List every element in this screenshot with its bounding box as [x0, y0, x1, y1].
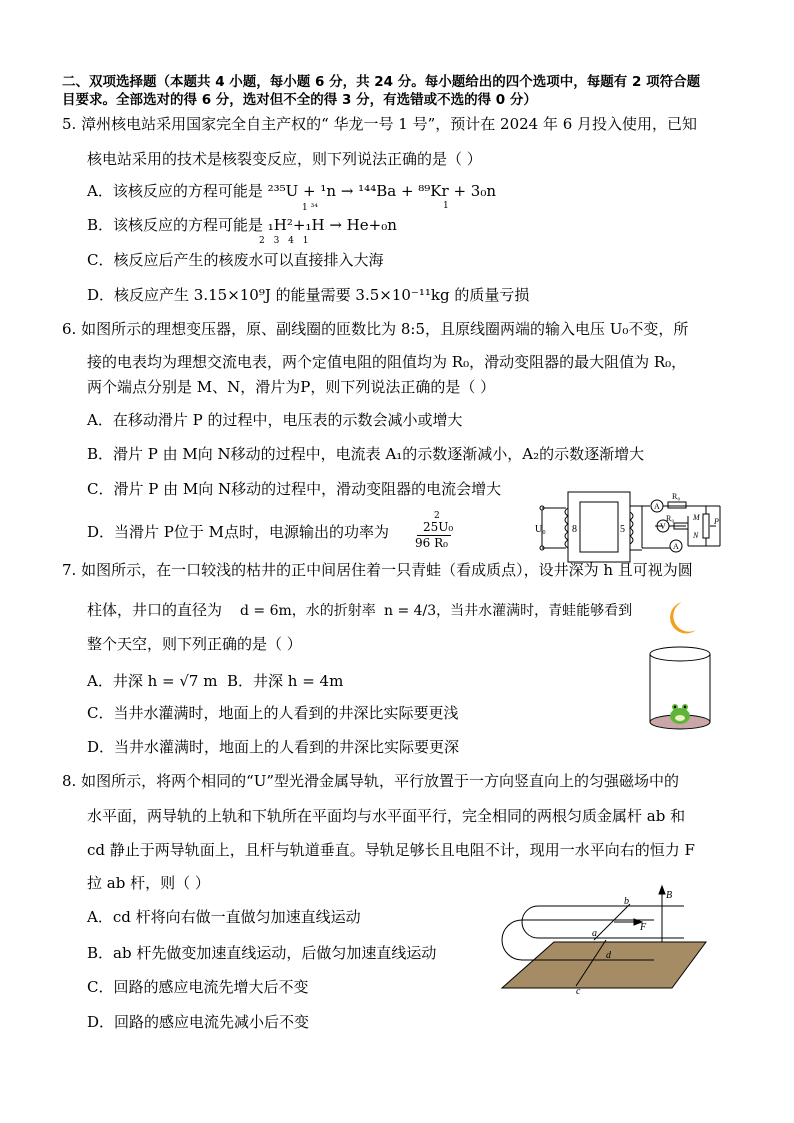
q6-stem-line1: 6. 如图所示的理想变压器，原、副线圈的匝数比为 8:5，且原线圈两端的输入电压 U₀不变，所	[62, 320, 689, 338]
q6-fig-ammeter2: A	[673, 542, 679, 551]
q8-option-c: C．回路的感应电流先增大后不变	[87, 978, 309, 996]
q6-stem-line2: 接的电表均为理想交流电表，两个定值电阻的阻值均为 R₀，滑动变阻器的最大阻值为 R₀，	[87, 353, 687, 371]
q6-fig-p-label: P	[714, 517, 719, 526]
q5-option-a: A．该核反应的方程可能是 ²³⁵U + ¹n → ¹⁴⁴Ba + ⁸⁹Kr + 3₀n	[87, 182, 497, 200]
q8-fig-d-label: d	[606, 950, 611, 961]
q5-stem-line1: 5. 漳州核电站采用国家完全自主产权的“ 华龙一号 1 号”，预计在 2024 年 6 月投入使用，已知	[62, 115, 698, 133]
q7-option-b: B．井深 h = 4m	[227, 672, 344, 690]
q6-fig-n2-label: 5	[620, 524, 625, 535]
q6-fig-u0-label: U₀	[535, 524, 546, 535]
q6-fig-n1-label: 8	[572, 524, 577, 535]
q8-stem-line4: 拉 ab 杆，则（ ）	[87, 874, 210, 892]
q6-option-a: A．在移动滑片 P 的过程中，电压表的示数会减小或增大	[87, 411, 463, 429]
horizontal-plane	[502, 942, 706, 988]
q5-option-b-subscripts: 2 3 4 1	[259, 236, 312, 246]
q5-option-a-subscript: 1	[443, 201, 449, 211]
q5-option-b: B．该核反应的方程可能是 ₁H²+₁H → He+₀n	[87, 216, 397, 234]
q6-option-d-frac-denominator: 96 R₀	[415, 536, 448, 550]
section-heading-line2: 目要求。全部选对的得 6 分，选对但不全的得 3 分，有选错或不选的得 0 分）	[62, 92, 537, 108]
q5-option-d: D．核反应产生 3.15×10⁹J 的能量需要 3.5×10⁻¹¹kg 的质量亏损	[87, 286, 530, 304]
q7-well-figure	[640, 596, 720, 736]
q8-option-b: B．ab 杆先做变加速直线运动，后做匀加速直线运动	[87, 944, 437, 962]
q7-stem-line2c: n = 4/3，当井水灌满时，青蛙能够看到	[384, 603, 633, 619]
q8-fig-a-label: a	[592, 928, 597, 939]
frog-icon	[670, 704, 690, 724]
q6-fig-voltmeter: V	[660, 522, 666, 531]
q6-fig-r0-mid: R₀	[666, 514, 675, 523]
q8-stem-line1: 8. 如图所示，将两个相同的“U”型光滑金属导轨，平行放置于一方向竖直向上的匀强磁场中的	[62, 772, 680, 790]
moon-icon	[670, 602, 696, 633]
q6-option-d: D．当滑片 P位于 M点时，电源输出的功率为	[87, 523, 390, 541]
q7-stem-line2b: d = 6m，水的折射率	[240, 603, 376, 619]
q7-option-c: C．当井水灌满时，地面上的人看到的井深比实际要更浅	[87, 704, 459, 722]
q8-stem-line2: 水平面，两导轨的上轨和下轨所在平面均与水平面平行，完全相同的两根匀质金属杆 ab 和	[87, 807, 686, 825]
q8-fig-c-label: c	[576, 986, 581, 997]
q7-option-d: D．当井水灌满时，地面上的人看到的井深比实际要更深	[87, 738, 460, 756]
q6-fig-ammeter1: A	[654, 502, 660, 511]
q6-fig-n-label: N	[693, 531, 699, 540]
q5-option-b-superscripts: 1 ³⁴	[302, 203, 318, 213]
q8-fig-b-field: B	[666, 890, 673, 901]
q8-option-d: D．回路的感应电流先减小后不变	[87, 1013, 310, 1031]
q7-stem-line1: 7. 如图所示，在一口较浅的枯井的正中间居住着一只青蛙（看成质点），设井深为 h 且可视为圆	[62, 561, 693, 579]
section-heading-line1: 二、双项选择题（本题共 4 小题，每小题 6 分，共 24 分。每小题给出的四个选项中，每题有 2 项符合题	[62, 74, 701, 90]
q6-fig-r0-top: R₀	[672, 492, 681, 501]
q6-option-d-frac-numerator: 25U₀	[423, 520, 454, 534]
q8-stem-line3: cd 静止于两导轨面上，且杆与轨道垂直。导轨足够长且电阻不计，现用一水平向右的恒力 F	[87, 841, 695, 859]
q6-option-d-frac-exponent: 2	[434, 511, 440, 521]
q8-fig-b-label: b	[624, 896, 629, 907]
q5-stem-line2: 核电站采用的技术是核裂变反应，则下列说法正确的是（ ）	[87, 150, 482, 168]
q7-stem-line3: 整个天空，则下列正确的是（ ）	[87, 635, 302, 653]
q7-option-a: A．井深 h = √7 m	[87, 672, 218, 690]
q7-stem-line2a: 柱体，井口的直径为	[87, 601, 223, 619]
q6-option-c: C．滑片 P 由 M向 N移动的过程中，滑动变阻器的电流会增大	[87, 480, 502, 498]
q8-rails-figure	[494, 882, 724, 997]
q6-option-b: B．滑片 P 由 M向 N移动的过程中，电流表 A₁的示数逐渐减小，A₂的示数逐渐增大	[87, 445, 645, 463]
q8-option-a: A．cd 杆将向右做一直做匀加速直线运动	[87, 908, 361, 926]
q6-stem-line3: 两个端点分别是 M、N，滑片为P，则下列说法正确的是（ ）	[87, 378, 496, 396]
q6-fig-m-label: M	[693, 513, 700, 522]
q8-fig-f-label: F	[640, 922, 647, 933]
q6-transformer-circuit-figure	[535, 486, 728, 566]
q5-option-c: C．核反应后产生的核废水可以直接排入大海	[87, 251, 384, 269]
